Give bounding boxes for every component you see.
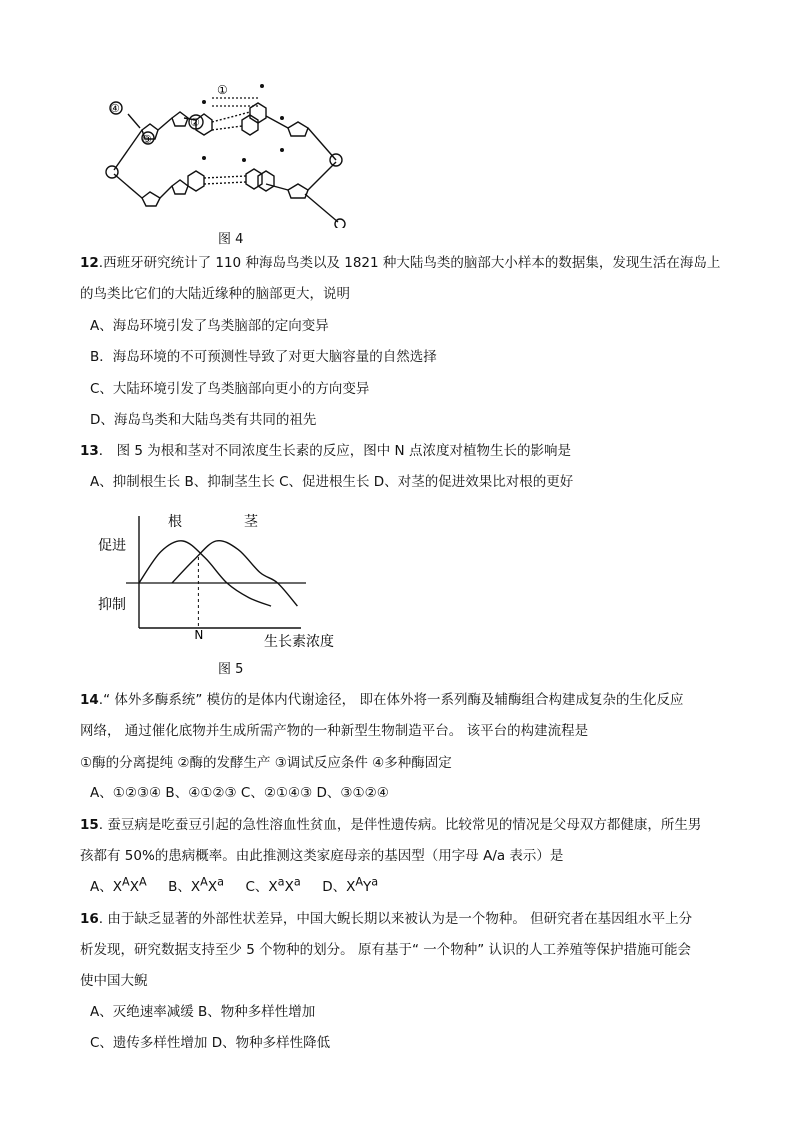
q15-line-2: 孩都有 50%的患病概率。由此推测这类家庭母亲的基因型（用字母 A/a 表示）是 [80, 848, 564, 864]
q13-text-1: ． 图 5 为根和茎对不同浓度生长素的反应，图中 N 点浓度对植物生长的影响是 [98, 443, 571, 459]
q12-option-a: A、海岛环境引发了鸟类脑部的定向变异 [90, 318, 329, 334]
q16-line-3: 使中国大鲵 [80, 973, 148, 989]
label-promote: 促进 [98, 538, 126, 554]
label-root: 根 [168, 514, 182, 530]
q15-number: 15 [80, 817, 99, 833]
q14-options: A、①②③④ B、④①②③ C、②①④③ D、③①②④ [90, 785, 389, 801]
q14-line-1 [80, 688, 683, 708]
q12-line-1 [80, 251, 720, 271]
marker-4: ④ [110, 102, 120, 115]
q15-line-1 [80, 813, 701, 833]
q15-option-d: D、$X^AY^a$ [322, 875, 379, 895]
q16-options-1: A、灭绝速率减缓 B、物种多样性增加 [90, 1004, 316, 1020]
q16-text-1: . 由于缺乏显著的外部性状差异，中国大鲵长期以来被认为是一个物种。 但研究者在基因组水平上分 [98, 911, 693, 927]
q14-line-2: 网络， 通过催化底物并生成所需产物的一种新型生物制造平台。 该平台的构建流程是 [80, 723, 589, 739]
label-n: N [194, 628, 204, 642]
q16-number: 16 [80, 911, 99, 927]
q15-text-1: . 蚕豆病是吃蚕豆引起的急性溶血性贫血，是伴性遗传病。比较常见的情况是父母双方都健康，所生男 [98, 817, 702, 833]
label-x-axis: 生长素浓度 [264, 634, 334, 650]
q13-options: A、抑制根生长 B、抑制茎生长 C、促进根生长 D、对茎的促进效果比对根的更好 [90, 474, 574, 490]
q16-line-1 [80, 907, 692, 927]
q15-option-c: C、$X^aX^a$ [245, 875, 301, 895]
series-stem-line [172, 541, 297, 606]
q14-text-1: .“ 体外多酶系统” 模仿的是体内代谢途径， 即在体外将一系列酶及辅酶组合构建成复杂的生化反应 [98, 692, 684, 708]
marker-1: ① [217, 83, 228, 97]
label-inhibit: 抑制 [98, 597, 126, 613]
q12-option-c: C、大陆环境引发了鸟类脑部向更小的方向变异 [90, 381, 370, 397]
q12-number: 12 [80, 255, 99, 271]
q16-line-2: 析发现，研究数据支持至少 5 个物种的划分。 原有基于“ 一个物种” 认识的人工养殖等保护措施可能会 [80, 942, 692, 958]
q15-options [90, 875, 378, 895]
q12-text-1: .西班牙研究统计了 110 种海岛鸟类以及 1821 种大陆鸟类的脑部大小样本的数据集，发现生活在海岛上 [98, 255, 721, 271]
q15-option-b: B、$X^AX^a$ [168, 875, 224, 895]
q13-number: 13 [80, 443, 99, 459]
q12-option-d: D、海岛鸟类和大陆鸟类有共同的祖先 [90, 412, 317, 428]
figure-5-chart [96, 508, 346, 653]
q14-number: 14 [80, 692, 99, 708]
q12-option-b: B．海岛环境的不可预测性导致了对更大脑容量的自然选择 [90, 349, 437, 365]
q14-line-3: ①酶的分离提纯 ②酶的发酵生产 ③调试反应条件 ④多种酶固定 [80, 755, 452, 771]
q15-option-a: A、$X^AX^A$ [90, 875, 147, 895]
figure-4-dna-diagram [100, 78, 360, 228]
marker-3: ③ [142, 133, 152, 146]
q12-line-2: 的鸟类比它们的大陆近缘种的脑部更大，说明 [80, 286, 350, 302]
marker-2: ② [190, 116, 200, 129]
label-stem: 茎 [244, 514, 258, 530]
q16-options-2: C、遗传多样性增加 D、物种多样性降低 [90, 1035, 331, 1051]
figure-4-caption: 图 4 [218, 232, 244, 247]
q13-line-1 [80, 439, 571, 459]
figure-5-caption: 图 5 [218, 662, 244, 677]
series-root-line [139, 541, 271, 606]
